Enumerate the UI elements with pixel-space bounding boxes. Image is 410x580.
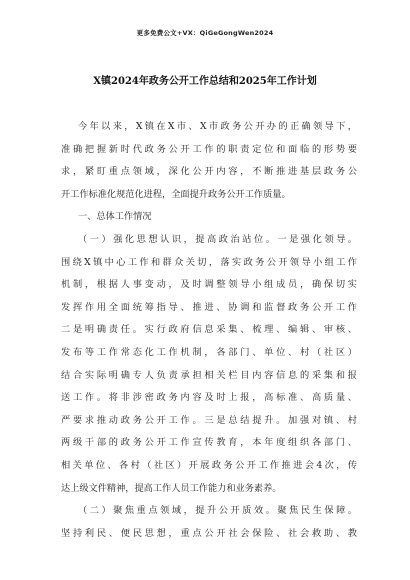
body-line: 发布等工作常态化工作机制，各部门、单位、村（社区）	[61, 346, 357, 358]
document-body	[61, 116, 357, 545]
body-line: 两级干部的政务公开工作宣传教育，本年度组织各部门、	[61, 437, 357, 449]
body-line: 二是明确责任。实行政府信息采集、梳理、编辑、审核、	[61, 324, 357, 336]
body-line: 送工作。将非涉密政务内容及时上报，高标准、高质量、	[61, 392, 357, 404]
body-line: 围绕X镇中心工作和群众关切，落实政务公开领导小组工作	[61, 256, 357, 268]
body-line: 机制，根据人事变动，及时调整领导小组成员，确保切实	[61, 279, 357, 291]
body-line: 开工作标准化规范化进程，全面提升政务公开工作质量。	[61, 188, 291, 200]
body-line: 坚持利民、便民思想，重点公开社会保险、社会救助、教	[61, 527, 357, 539]
body-line: 结合实际明确专人负责承担相关栏目内容信息的采集和报	[61, 369, 357, 381]
body-line: 一、总体工作情况	[78, 211, 152, 223]
header-note: 更多免费公文+VX：QiGeGongWen2024	[136, 29, 274, 37]
body-line: （一）强化思想认识，提高政治站位。一是强化领导。	[78, 233, 357, 245]
body-line: （二）聚焦重点领域，提升公开质效。聚焦民生保障。	[78, 505, 357, 517]
body-line: 求，紧盯重点领域，深化公开内容，不断推进基层政务公	[61, 166, 357, 178]
body-line: 严要求推动政务公开工作。三是总结提升。加强对镇、村	[61, 414, 357, 426]
body-line: 发挥作用全面统筹指导、推进、协调和监督政务公开工作	[61, 301, 357, 313]
body-line: 今年以来，X镇在X市、X市政务公开办的正确领导下，	[78, 121, 357, 132]
body-line: 相关单位、各村（社区）开展政务公开工作推进会4次，传	[61, 459, 357, 471]
body-line: 准确把握新时代政务公开工作的职责定位和面临的形势要	[61, 143, 357, 155]
document-title: X镇2024年政务公开工作总结和2025年工作计划	[93, 76, 317, 87]
body-line: 达上级文件精神，提高工作人员工作能力和业务素养。	[61, 482, 282, 494]
